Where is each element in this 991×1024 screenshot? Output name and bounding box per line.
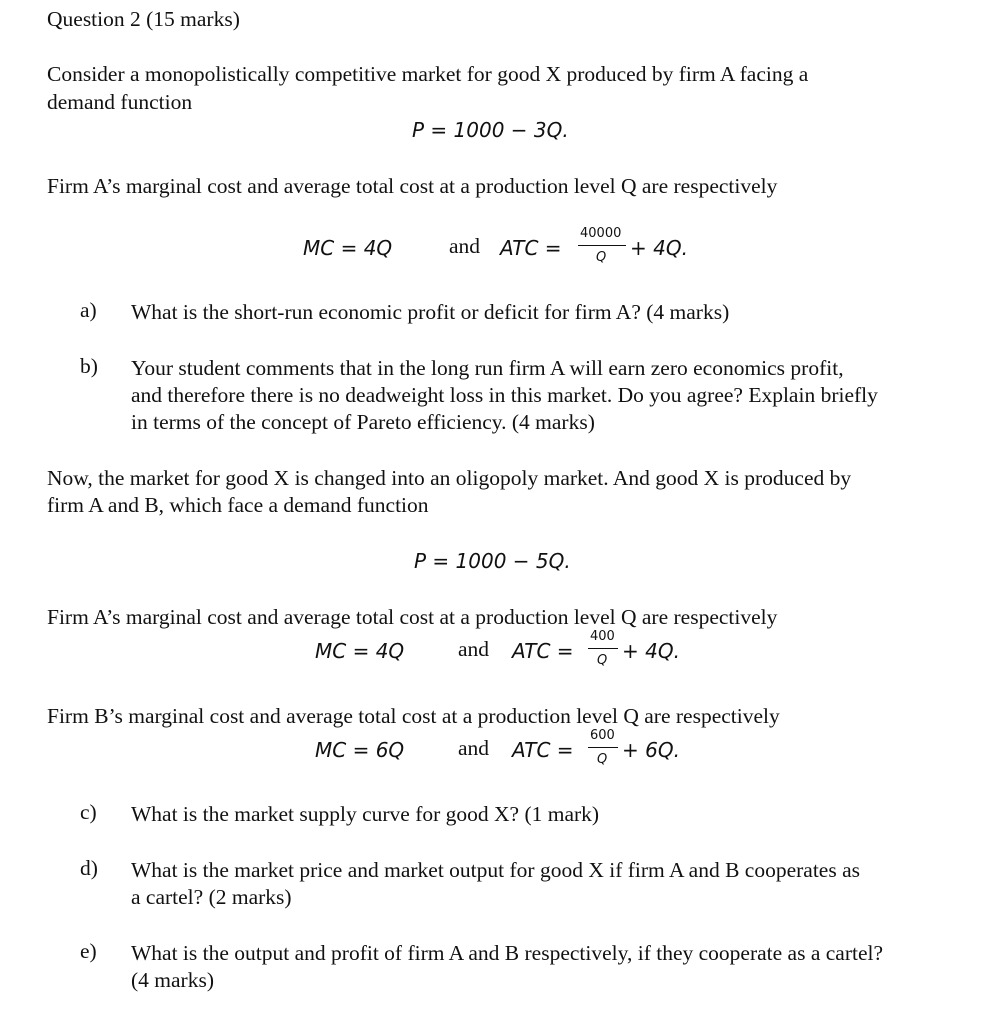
demand-equation-1: P = 1000 − 3Q. — [412, 118, 569, 142]
intro-line-2: demand function — [47, 90, 193, 114]
eq3-denominator: Q — [597, 752, 608, 767]
part-a-text: What is the short-run economic profit or deficit for firm A? (4 marks) — [131, 300, 730, 324]
part-b-line-1: Your student comments that in the long run firm A will earn zero economics profit, — [131, 356, 844, 380]
eq2-rest: + 4Q. — [622, 639, 680, 663]
firm-b-cost-text: Firm B’s marginal cost and average total cost at a production level Q are respectively — [47, 704, 780, 728]
eq2-numerator: 400 — [590, 629, 615, 644]
eq2-denominator: Q — [597, 653, 608, 668]
part-c-label: c) — [80, 800, 97, 824]
firm-a-cost-text-2: Firm A’s marginal cost and average total cost at a production level Q are respectively — [47, 605, 778, 629]
part-e-label: e) — [80, 939, 97, 963]
intro-line-1: Consider a monopolistically competitive market for good X produced by firm A facing a — [47, 62, 809, 86]
oligopoly-line-1: Now, the market for good X is changed into an oligopoly market. And good X is produced by — [47, 466, 852, 490]
eq2-fraction-bar — [588, 648, 618, 649]
eq1-atc: ATC = — [500, 236, 562, 260]
part-b-label: b) — [80, 354, 98, 378]
eq1-and: and — [449, 234, 481, 258]
eq3-fraction-bar — [588, 747, 618, 748]
part-d-line-1: What is the market price and market output for good X if firm A and B cooperates as — [131, 858, 860, 882]
eq1-denominator: Q — [596, 250, 607, 265]
part-b-line-3: in terms of the concept of Pareto efficiency. (4 marks) — [131, 410, 595, 434]
part-c-text: What is the market supply curve for good X? (1 mark) — [131, 802, 600, 826]
oligopoly-line-2: firm A and B, which face a demand function — [47, 493, 429, 517]
eq2-mc: MC = 4Q — [315, 639, 405, 663]
eq1-numerator: 40000 — [580, 226, 622, 241]
part-d-label: d) — [80, 856, 98, 880]
question-heading: Question 2 (15 marks) — [47, 7, 240, 31]
eq3-rest: + 6Q. — [622, 738, 680, 762]
part-a-label: a) — [80, 298, 97, 322]
part-e-line-2: (4 marks) — [131, 968, 214, 992]
eq2-atc: ATC = — [512, 639, 574, 663]
eq3-numerator: 600 — [590, 728, 615, 743]
eq1-rest: + 4Q. — [630, 236, 688, 260]
eq3-mc: MC = 6Q — [315, 738, 405, 762]
part-b-line-2: and therefore there is no deadweight loss in this market. Do you agree? Explain briefly — [131, 383, 878, 407]
demand-equation-2: P = 1000 − 5Q. — [414, 549, 571, 573]
eq1-fraction-bar — [578, 245, 626, 246]
firm-a-cost-text-1: Firm A’s marginal cost and average total cost at a production level Q are respectively — [47, 174, 778, 198]
eq3-atc: ATC = — [512, 738, 574, 762]
part-e-line-1: What is the output and profit of firm A and B respectively, if they cooperate as a cartel? — [131, 941, 884, 965]
eq2-and: and — [458, 637, 490, 661]
part-d-line-2: a cartel? (2 marks) — [131, 885, 292, 909]
eq3-and: and — [458, 736, 490, 760]
eq1-mc: MC = 4Q — [303, 236, 393, 260]
